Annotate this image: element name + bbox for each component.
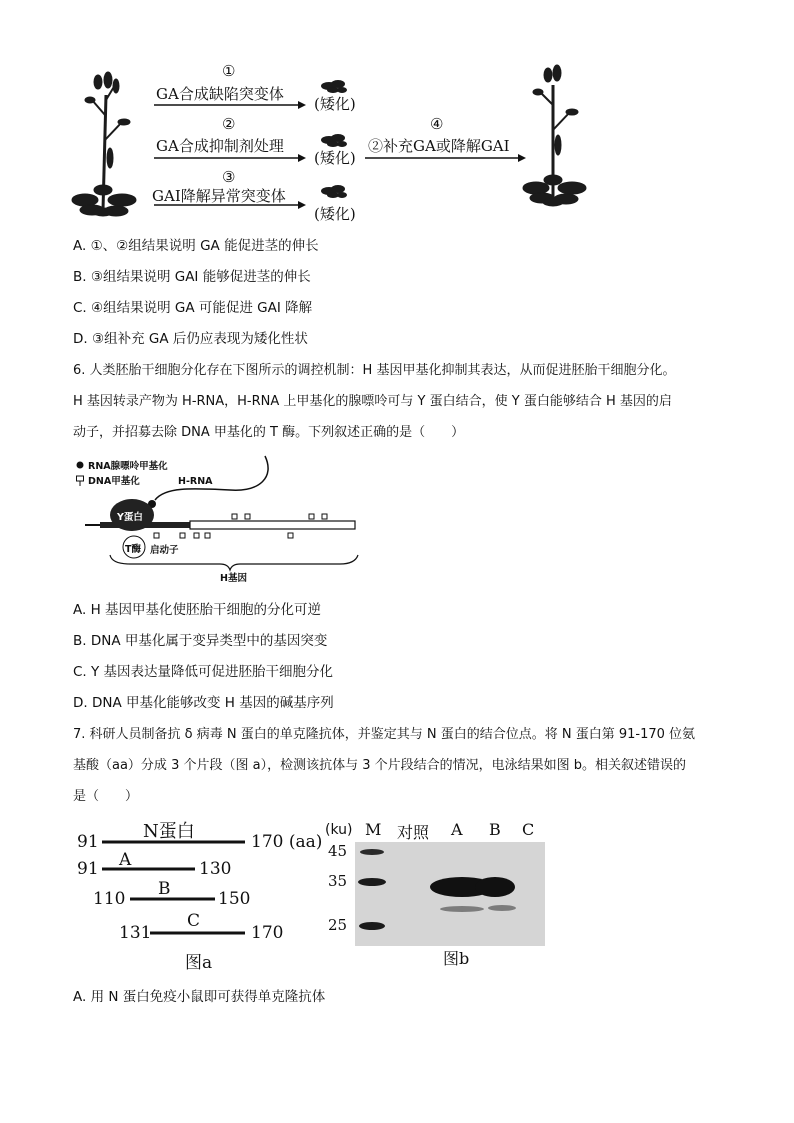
legend-rna-label: RNA腺嘌呤甲基化 <box>88 461 168 472</box>
fragment-b-name: B <box>158 879 171 899</box>
q7-option-a: A. 用 N 蛋白免疫小鼠即可获得单克隆抗体 <box>73 989 326 1005</box>
tall-plant-right-icon <box>523 65 586 206</box>
n-end: 170 (aa) <box>251 832 323 852</box>
figure-b-gel <box>325 818 555 968</box>
q6-stem-line-3: 动子，并招募去除 DNA 甲基化的 T 酶。下列叙述正确的是（ ） <box>73 425 465 440</box>
h-gene-diagram <box>70 452 370 582</box>
ga-experiment-figure <box>70 60 610 225</box>
h-gene-brace <box>110 555 358 570</box>
dna-methylation-legend-icon <box>77 476 84 486</box>
n-start: 91 <box>77 832 99 852</box>
label-dwarf-1: (矮化) <box>314 95 356 113</box>
ga-experiment-drawing <box>70 60 610 225</box>
q6-option-a: A. H 基因甲基化使胚胎干细胞的分化可逆 <box>73 602 322 618</box>
tall-plant-left-icon <box>72 72 136 216</box>
q5-option-d: D. ③组补充 GA 后仍应表现为矮化性状 <box>73 331 308 347</box>
label-group-3: GAI降解异常突变体 <box>152 187 286 205</box>
h-gene-dna <box>190 521 355 529</box>
rna-methylation-legend-icon <box>77 462 84 469</box>
q6-option-b: B. DNA 甲基化属于变异类型中的基因突变 <box>73 633 328 649</box>
fragment-a-start: 91 <box>77 859 99 879</box>
lane-control-label: 对照 <box>397 823 430 842</box>
fragment-a-name: A <box>119 850 132 870</box>
q5-option-b: B. ③组结果说明 GAI 能够促进茎的伸长 <box>73 269 311 285</box>
gel-image <box>355 842 545 946</box>
fragment-c-end: 170 <box>251 923 284 943</box>
figure-a-caption: 图a <box>185 953 213 973</box>
q7-stem-line-2: 基酸（aa）分成 3 个片段（图 a），检测该抗体与 3 个片段结合的情况，电泳结果如图 b。相关叙述错误的 <box>73 758 686 773</box>
label-group-1: GA合成缺陷突变体 <box>156 85 284 103</box>
q7-stem-line-3: 是（ ） <box>73 789 139 804</box>
h-gene-label: H基因 <box>220 573 247 584</box>
dwarf-plant-3-icon <box>321 185 347 198</box>
marker-35-label: 35 <box>328 872 348 890</box>
y-protein-label: Y蛋白 <box>117 512 143 523</box>
q7-stem-line-1: 7. 科研人员制备抗 δ 病毒 N 蛋白的单克隆抗体，并鉴定其与 N 蛋白的结合位点。将 N 蛋白第 91-170 位氨 <box>73 727 696 742</box>
fragment-c-name: C <box>187 911 201 931</box>
q5-option-a: A. ①、②组结果说明 GA 能促进茎的伸长 <box>73 238 319 254</box>
lane-a-label: A <box>451 820 463 839</box>
fragment-a-end: 130 <box>199 859 232 879</box>
label-group-2: GA合成抑制剂处理 <box>156 137 284 155</box>
lane-c-label: C <box>522 820 535 839</box>
q6-option-c: C. Y 基因表达量降低可促进胚胎干细胞分化 <box>73 664 334 680</box>
marker-25-label: 25 <box>328 916 348 934</box>
dwarf-plant-1-icon <box>321 80 347 93</box>
fragment-c-start: 131 <box>119 923 152 943</box>
n-protein-title: N蛋白 <box>143 821 195 842</box>
t-enzyme-label: T酶 <box>125 544 141 555</box>
lane-m-label: M <box>365 820 382 839</box>
label-group-3-number: ③ <box>222 168 236 186</box>
lane-b-label: B <box>489 820 501 839</box>
gel-unit-label: (ku) <box>325 822 353 838</box>
label-group-4: ②补充GA或降解GAI <box>368 137 510 155</box>
q6-option-d: D. DNA 甲基化能够改变 H 基因的碱基序列 <box>73 695 334 711</box>
label-group-4-number: ④ <box>430 115 444 133</box>
label-group-1-number: ① <box>222 62 236 80</box>
legend-dna-label: DNA甲基化 <box>88 476 140 487</box>
q6-stem-line-2: H 基因转录产物为 H-RNA，H-RNA 上甲基化的腺嘌呤可与 Y 蛋白结合，使 Y 蛋白能够结合 H 基因的启 <box>73 394 672 409</box>
h-rna-label: H-RNA <box>178 476 213 487</box>
label-dwarf-3: (矮化) <box>314 205 356 223</box>
label-dwarf-2: (矮化) <box>314 149 356 167</box>
q6-stem-line-1: 6. 人类胚胎干细胞分化存在下图所示的调控机制：H 基因甲基化抑制其表达，从而促进胚胎干细胞分化。 <box>73 363 676 378</box>
label-group-2-number: ② <box>222 115 236 133</box>
promoter-label: 启动子 <box>150 545 179 556</box>
fragment-b-start: 110 <box>93 889 126 909</box>
marker-45-label: 45 <box>328 842 348 860</box>
q5-option-c: C. ④组结果说明 GA 可能促进 GAI 降解 <box>73 300 313 316</box>
figure-a-fragments <box>75 815 325 975</box>
dwarf-plant-2-icon <box>321 134 347 147</box>
figure-b-caption: 图b <box>443 949 470 968</box>
fragment-b-end: 150 <box>218 889 251 909</box>
